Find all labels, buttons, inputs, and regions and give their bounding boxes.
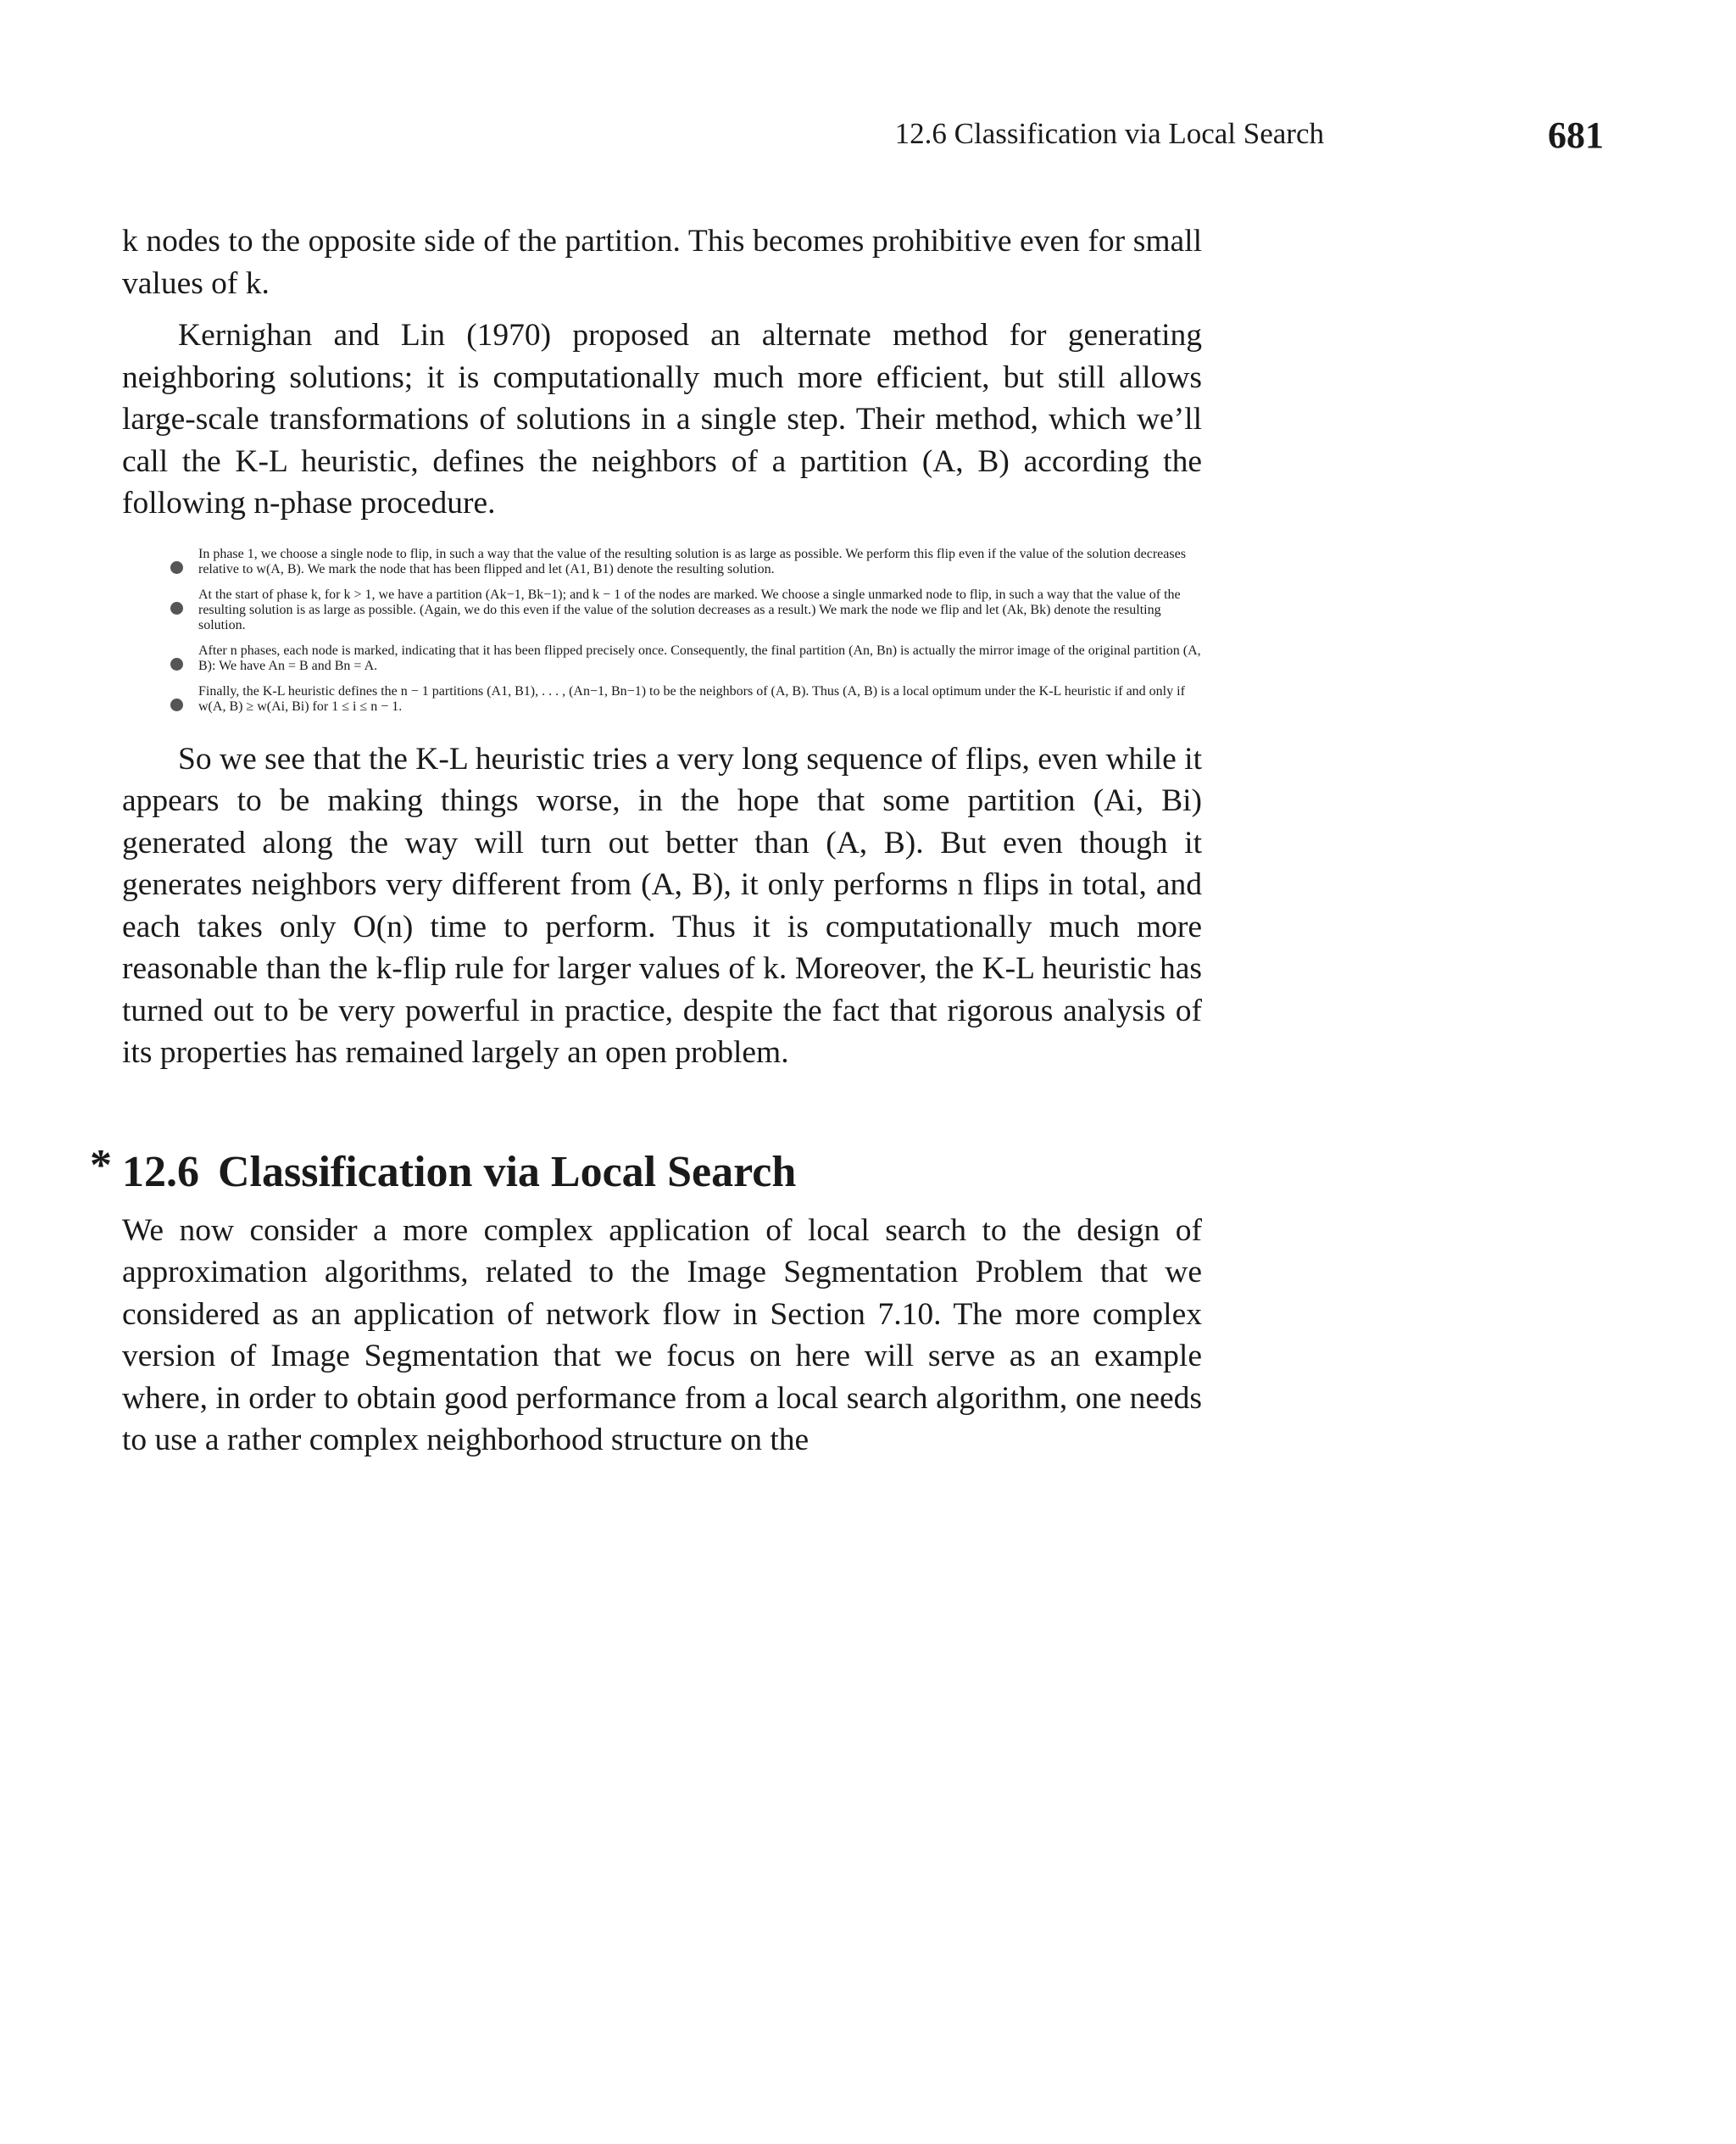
section-intro-paragraph: We now consider a more complex application of local search to the design of approximation algorithms, related to the Image Segmentation Problem that we considered as an application of network flow in Section 7.10. The more complex version of Image Segmentation that we focus on here will serve as an example where, in order to obtain good performance from a local search algorithm, one needs to use a rather complex neighborhood structure on the (122, 1212, 1202, 1457)
page-header (122, 114, 1604, 164)
list-item-neighbors: Finally, the K-L heuristic defines the n − 1 partitions (A1, B1), . . . , (An−1, Bn−1) to be the neighbors of (A, B). Thus (A, B) is a local optimum under the K-L heuristic if and only if w(A, B) ≥ w(Ai, Bi) for 1 ≤ i ≤ n − 1. (198, 684, 1202, 715)
running-head: 12.6 Classification via Local Search (894, 117, 1324, 150)
list-item-phase-1: In phase 1, we choose a single node to flip, in such a way that the value of the resulting solution is as large as possible. We perform this flip even if the value of the solution decreases relative to w(A, B). We mark the node that has been flipped and let (A1, B1) denote the resulting solution. (198, 547, 1202, 577)
paragraph-continuation: k nodes to the opposite side of the partition. This becomes prohibitive even for small values of k. (122, 224, 1202, 301)
paragraph-kernighan-lin: Kernighan and Lin (1970) proposed an alternate method for generating neighboring solutions; it is computationally much more efficient, but still allows large-scale transformations of solutions in a single step. Their method, which we’ll call the K-L heuristic, defines the neighbors of a partition (A, B) according the following n-phase procedure. (122, 318, 1202, 521)
list-item-phase-k: At the start of phase k, for k > 1, we have a partition (Ak−1, Bk−1); and k − 1 of the nodes are marked. We choose a single unmarked node to flip, in such a way that the value of the resulting solution is as large as possible. (Again, we do this even if the value of the solution decreases as a result.) We mark the node we flip and let (Ak, Bk) denote the resulting solution. (198, 588, 1202, 633)
page-body (90, 220, 1202, 1462)
section-number: 12.6 (122, 1147, 199, 1196)
page-number: 681 (1548, 114, 1604, 156)
section-title: Classification via Local Search (218, 1147, 797, 1196)
phase-list (122, 547, 1202, 715)
section-heading (90, 1140, 1202, 1200)
list-item-after-n-phases: After n phases, each node is marked, indicating that it has been flipped precisely once. Consequently, the final partition (An, Bn) is actually the mirror image of the original partition (A, B): We have An = B and Bn = A. (198, 643, 1201, 673)
starred-section-marker: * (90, 1140, 112, 1189)
paragraph-kl-summary: So we see that the K-L heuristic tries a very long sequence of flips, even while it appears to be making things worse, in the hope that some partition (Ai, Bi) generated along the way will turn out better than (A, B). But even though it generates neighbors very different from (A, B), it only performs n flips in total, and each takes only O(n) time to perform. Thus it is computationally much more reasonable than the k-flip rule for larger values of k. Moreover, the K-L heuristic has turned out to be very powerful in practice, despite the fact that rigorous analysis of its properties has remained largely an open problem. (122, 741, 1202, 1070)
